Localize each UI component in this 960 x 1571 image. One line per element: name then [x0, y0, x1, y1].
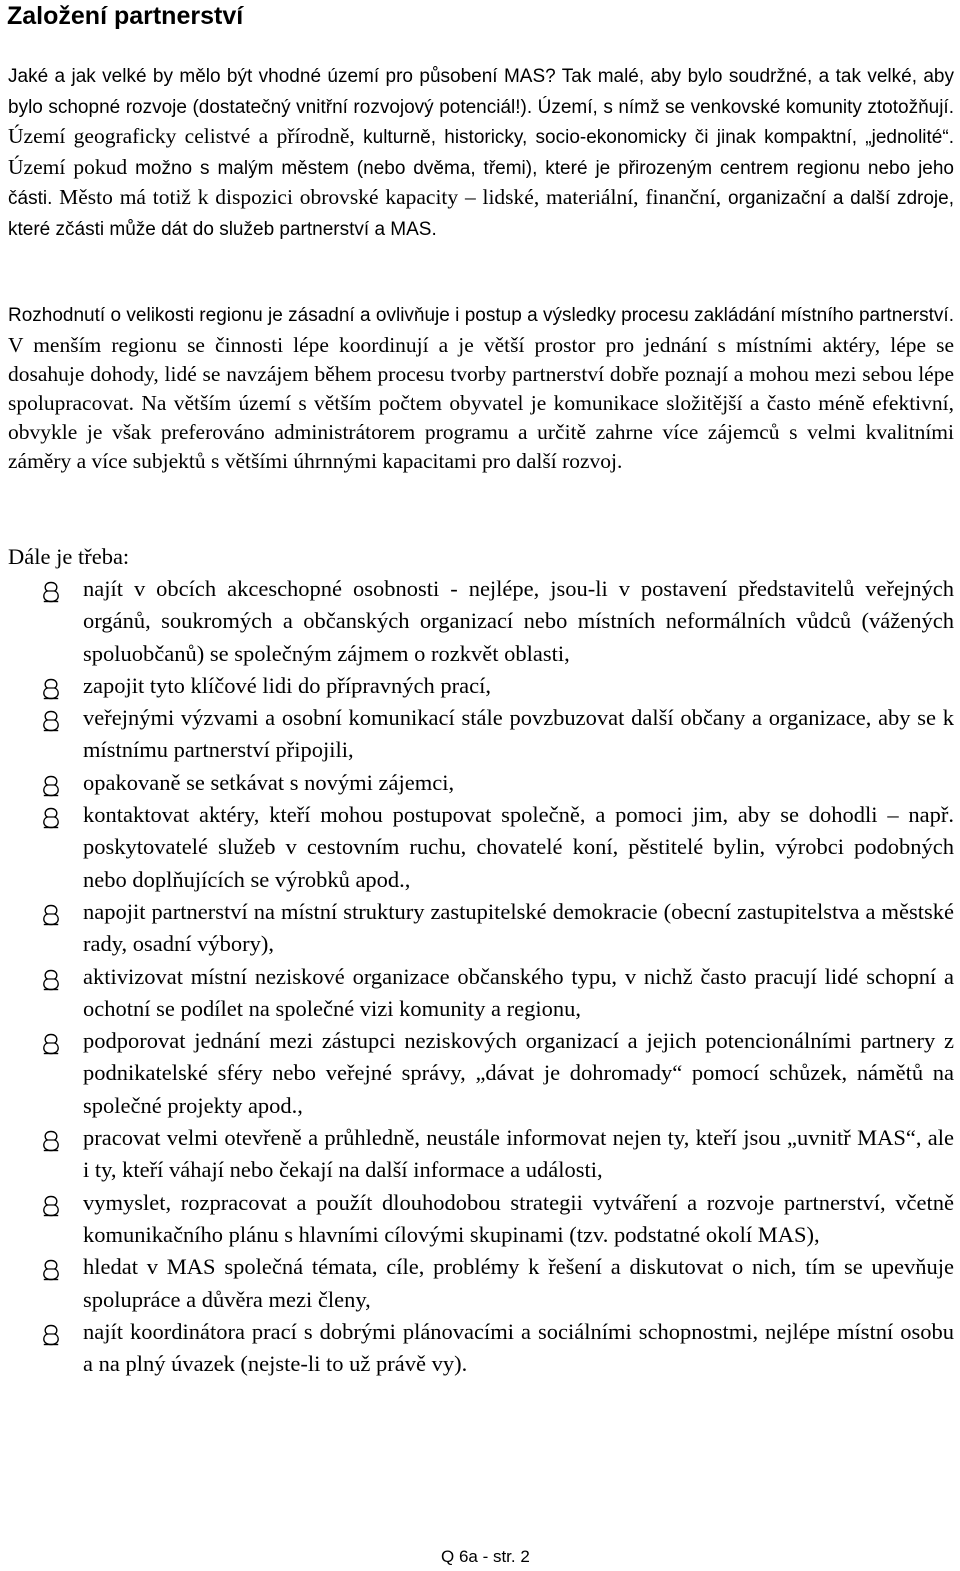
list-item-text: vymyslet, rozpracovat a použít dlouhodobou strategii vytváření a rozvoje partnerství, včetně komunikačního plánu s hlavními cílovými skupinami (tzv. podstatné okolí MAS),	[83, 1189, 954, 1247]
list-item	[0, 670, 960, 702]
pointing-hand-icon	[42, 580, 60, 602]
list-item	[0, 961, 960, 1026]
list-item-text: najít koordinátora prací s dobrými plánovacími a sociálními schopnostmi, nejlépe místní osobu a na plný úvazek (nejste-li to už právě vy).	[83, 1318, 954, 1377]
paragraph-region-size-part-1: Rozhodnutí o velikosti regionu je zásadní a ovlivňuje i postup a výsledky procesu zakládání místního partnerství.	[8, 305, 954, 326]
pointing-hand-icon	[42, 1194, 60, 1216]
paragraph-territory-part-6: Město má totiž k dispozici obrovské kapacity – lidské, materiální, finanční,	[52, 185, 728, 209]
list-item	[0, 896, 960, 961]
list-item	[0, 573, 960, 670]
list-item	[0, 1025, 960, 1122]
page-title: Založení partnerství	[7, 2, 244, 30]
list-item-text: aktivizovat místní neziskové organizace občanského typu, v nichž často pracují lidé schopní a ochotní se podílet na společné vizi komunity a regionu,	[83, 963, 954, 1021]
list-item	[0, 1251, 960, 1316]
pointing-hand-icon	[42, 709, 60, 731]
paragraph-territory-part-5: možno s malým městem (nebo dvěma, třemi), které je přirozeným centrem regionu nebo jeho části.	[8, 157, 954, 209]
paragraph-territory-part-7: organizační a další zdroje, které zčásti může dát do služeb partnerství a MAS.	[8, 188, 954, 240]
list-item-text: kontaktovat aktéry, kteří mohou postupovat společně, a pomoci jim, aby se dohodli – např. poskytovatelé služeb v cestovním ruchu, chovatelé koní, pěstitelé bylin, výrobci podobných nebo doplňujících se výrobků apod.,	[83, 802, 954, 892]
list-item	[0, 767, 960, 799]
paragraph-region-size-part-2: V menším regionu se činnosti lépe koordinují a je větší prostor pro jednání s místními aktéry, lépe se dosahuje dohody, lidé se navzájem během procesu tvorby partnerství dobře poznají a mohou mezi sebou lépe spolupracovat. Na větším území s větším počtem obyvatel je komunikace složitější a často méně efektivní, obvykle je však preferováno administrátorem programu a určitě zahrne více zájemců s velmi kvalitními záměry a více subjektů s většími úhrnnými kapacitami pro další rozvoj.	[8, 332, 954, 473]
list-item-text: zapojit tyto klíčové lidi do přípravných prací,	[83, 672, 492, 698]
list-item-text: opakovaně se setkávat s novými zájemci,	[83, 769, 455, 795]
bullet-list	[0, 573, 960, 1380]
pointing-hand-icon	[42, 806, 60, 828]
list-item	[0, 1187, 960, 1252]
pointing-hand-icon	[42, 1032, 60, 1054]
list-item	[0, 702, 960, 767]
list-item-text: pracovat velmi otevřeně a průhledně, neustále informovat nejen ty, kteří jsou „uvnitř MAS“, ale i ty, kteří váhají nebo čekají na další informace a události,	[83, 1125, 954, 1183]
list-intro: Dále je třeba:	[8, 544, 130, 569]
list-item-text: podporovat jednání mezi zástupci neziskových organizací a jejich potencionálními partnery z podnikatelské sféry nebo veřejné správy, „dávat je dohromady“ pomocí schůzek, námětů na společné projekty apod.,	[83, 1028, 954, 1118]
paragraph-territory-part-1: Jaké a jak velké by mělo být vhodné území pro působení MAS? Tak malé, aby bylo soudržné, a tak velké, aby bylo schopné rozvoje (dostatečný vnitřní rozvojový potenciál!). Území, s nímž se venkovské komunity ztotožňují.	[8, 66, 954, 118]
list-item	[0, 1316, 960, 1381]
pointing-hand-icon	[42, 774, 60, 796]
paragraph-territory-part-2: Území geograficky celistvé a přírodně,	[8, 124, 364, 148]
list-item-text: hledat v MAS společná témata, cíle, problémy k řešení a diskutovat o nich, tím se upevňuje spolupráce a důvěra mezi členy,	[83, 1254, 954, 1312]
list-item-text: napojit partnerství na místní struktury zastupitelské demokracie (obecní zastupitelstva a městské rady, osadní výbory),	[83, 898, 954, 957]
pointing-hand-icon	[42, 903, 60, 925]
page-number: Q 6a - str. 2	[441, 1547, 530, 1566]
pointing-hand-icon	[42, 1129, 60, 1151]
list-item-text: veřejnými výzvami a osobní komunikací stále povzbuzovat další občany a organizace, aby se k místnímu partnerství připojili,	[83, 705, 954, 763]
pointing-hand-icon	[42, 1258, 60, 1280]
pointing-hand-icon	[42, 677, 60, 699]
pointing-hand-icon	[42, 1323, 60, 1345]
paragraph-territory	[8, 61, 954, 244]
paragraph-region-size	[8, 300, 954, 476]
list-item	[0, 799, 960, 896]
pointing-hand-icon	[42, 968, 60, 990]
paragraph-territory-part-3: kulturně, historicky, socio-ekonomicky či jinak kompaktní, „jednolité“.	[363, 127, 954, 148]
list-item-text: najít v obcích akceschopné osobnosti - nejlépe, jsou-li v postavení představitelů veřejných orgánů, soukromých a občanských organizací nebo místních neformálních vůdců (vážených spoluobčanů) se společným zájmem o rozkvět oblasti,	[83, 576, 954, 666]
paragraph-territory-part-4: Území pokud	[8, 154, 136, 179]
list-item	[0, 1122, 960, 1187]
